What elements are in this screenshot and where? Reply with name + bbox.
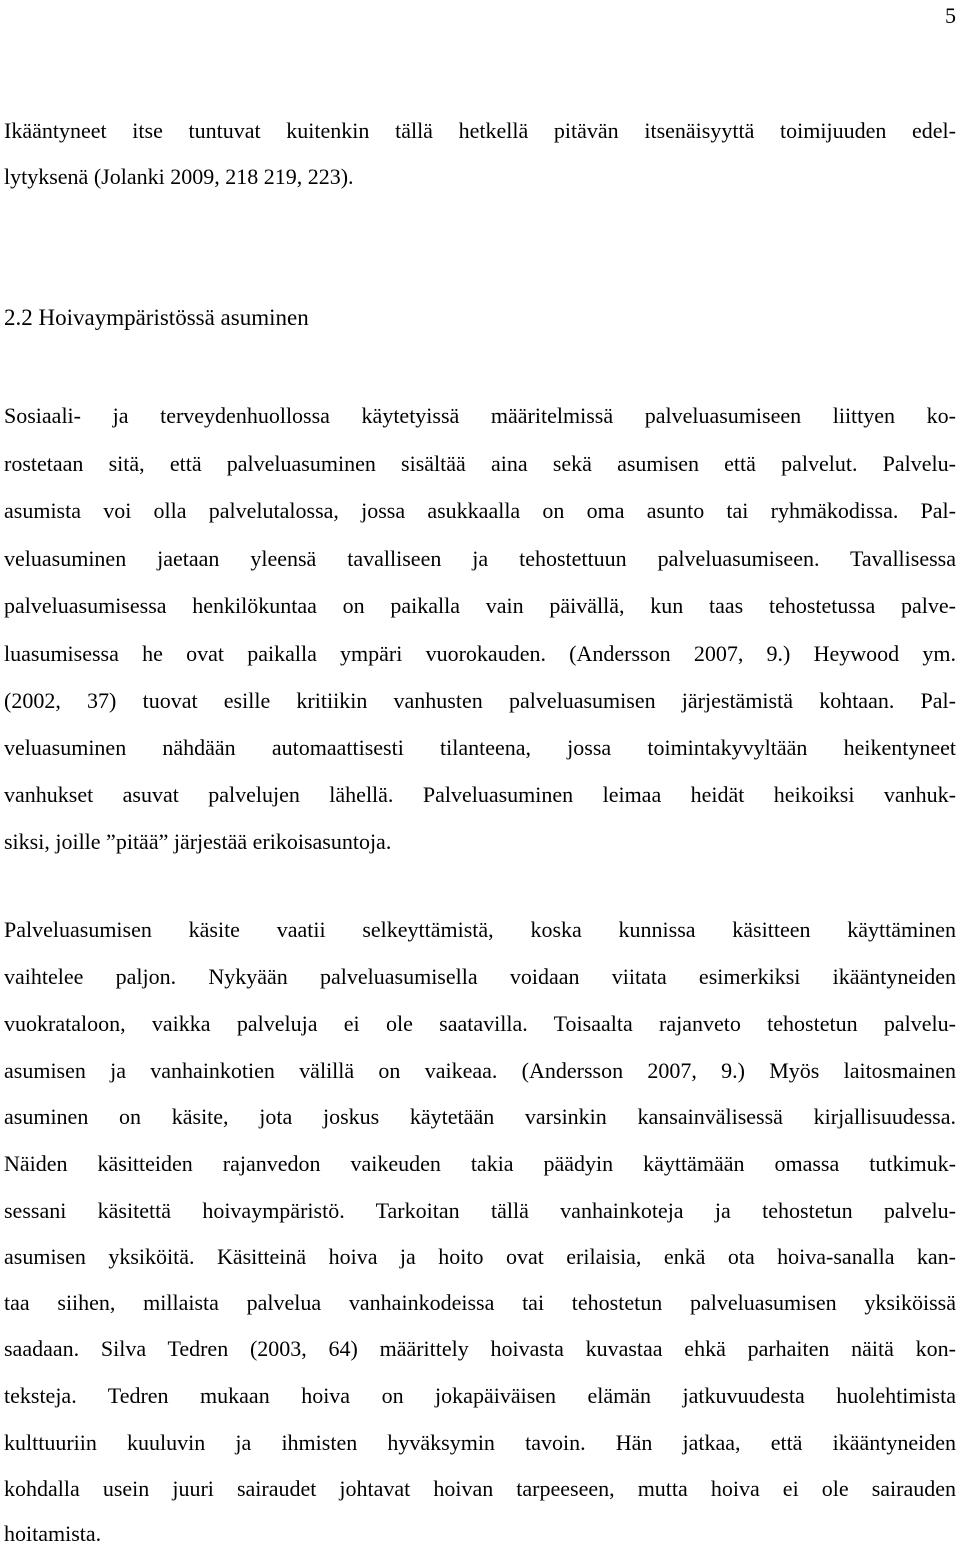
paragraph-line: veluasuminen jaetaan yleensä tavalliseen ja tehostettuun palveluasumiseen. Tavallisessa <box>4 546 956 571</box>
paragraph-line: Sosiaali- ja terveydenhuollossa käytetyissä määritelmissä palveluasumiseen liittyen ko- <box>4 403 956 428</box>
paragraph-line: kohdalla usein juuri sairaudet johtavat hoivan tarpeeseen, mutta hoiva ei ole sairauden <box>4 1476 956 1501</box>
paragraph-line: vanhukset asuvat palvelujen lähellä. Palveluasuminen leimaa heidät heikoiksi vanhuk- <box>4 782 956 807</box>
paragraph-line: taa siihen, millaista palvelua vanhainkodeissa tai tehostetun palveluasumisen yksiköissä <box>4 1290 956 1315</box>
paragraph-line: Palveluasumisen käsite vaatii selkeyttämistä, koska kunnissa käsitteen käyttäminen <box>4 917 956 942</box>
paragraph-line: palveluasumisessa henkilökuntaa on paikalla vain päivällä, kun taas tehostetussa palve- <box>4 593 956 618</box>
paragraph-line: rostetaan sitä, että palveluasuminen sisältää aina sekä asumisen että palvelut. Palvelu- <box>4 451 956 476</box>
paragraph-line: saadaan. Silva Tedren (2003, 64) määrittely hoivasta kuvastaa ehkä parhaiten näitä kon- <box>4 1336 956 1361</box>
paragraph-line: vaihtelee paljon. Nykyään palveluasumisella voidaan viitata esimerkiksi ikääntyneiden <box>4 964 956 989</box>
paragraph-line: asumisen yksiköitä. Käsitteinä hoiva ja hoito ovat erilaisia, enkä ota hoiva-sanalla kan- <box>4 1244 956 1269</box>
paragraph-line: vuokrataloon, vaikka palveluja ei ole saatavilla. Toisaalta rajanveto tehostetun palvelu- <box>4 1011 956 1036</box>
paragraph-line: asumisen ja vanhainkotien välillä on vaikeaa. (Andersson 2007, 9.) Myös laitosmainen <box>4 1058 956 1083</box>
paragraph-line: siksi, joille ”pitää” järjestää erikoisasuntoja. <box>4 829 392 854</box>
paragraph-line: kulttuuriin kuuluvin ja ihmisten hyväksymin tavoin. Hän jatkaa, että ikääntyneiden <box>4 1430 956 1455</box>
paragraph-line: asuminen on käsite, jota joskus käytetään varsinkin kansainvälisessä kirjallisuudessa. <box>4 1104 956 1129</box>
paragraph-line: Näiden käsitteiden rajanvedon vaikeuden takia päädyin käyttämään omassa tutkimuk- <box>4 1151 956 1176</box>
paragraph-line: veluasuminen nähdään automaattisesti tilanteena, jossa toimintakyvyltään heikentyneet <box>4 735 956 760</box>
paragraph-line: teksteja. Tedren mukaan hoiva on jokapäiväisen elämän jatkuvuudesta huolehtimista <box>4 1383 956 1408</box>
intro-line: lytyksenä (Jolanki 2009, 218 219, 223). <box>4 164 354 189</box>
paragraph-line: asumista voi olla palvelutalossa, jossa asukkaalla on oma asunto tai ryhmäkodissa. Pal- <box>4 498 956 523</box>
paragraph-line: sessani käsitettä hoivaympäristö. Tarkoitan tällä vanhainkoteja ja tehostetun palvelu- <box>4 1198 956 1223</box>
page-number: 5 <box>945 3 956 28</box>
paragraph-line: luasumisessa he ovat paikalla ympäri vuorokauden. (Andersson 2007, 9.) Heywood ym. <box>4 641 956 666</box>
paragraph-line: (2002, 37) tuovat esille kritiikin vanhusten palveluasumisen järjestämistä kohtaan. Pal- <box>4 688 956 713</box>
intro-line: Ikääntyneet itse tuntuvat kuitenkin tällä hetkellä pitävän itsenäisyyttä toimijuuden edel- <box>4 118 956 143</box>
paragraph-line: hoitamista. <box>4 1521 102 1546</box>
section-heading: 2.2 Hoivaympäristössä asuminen <box>4 305 309 330</box>
